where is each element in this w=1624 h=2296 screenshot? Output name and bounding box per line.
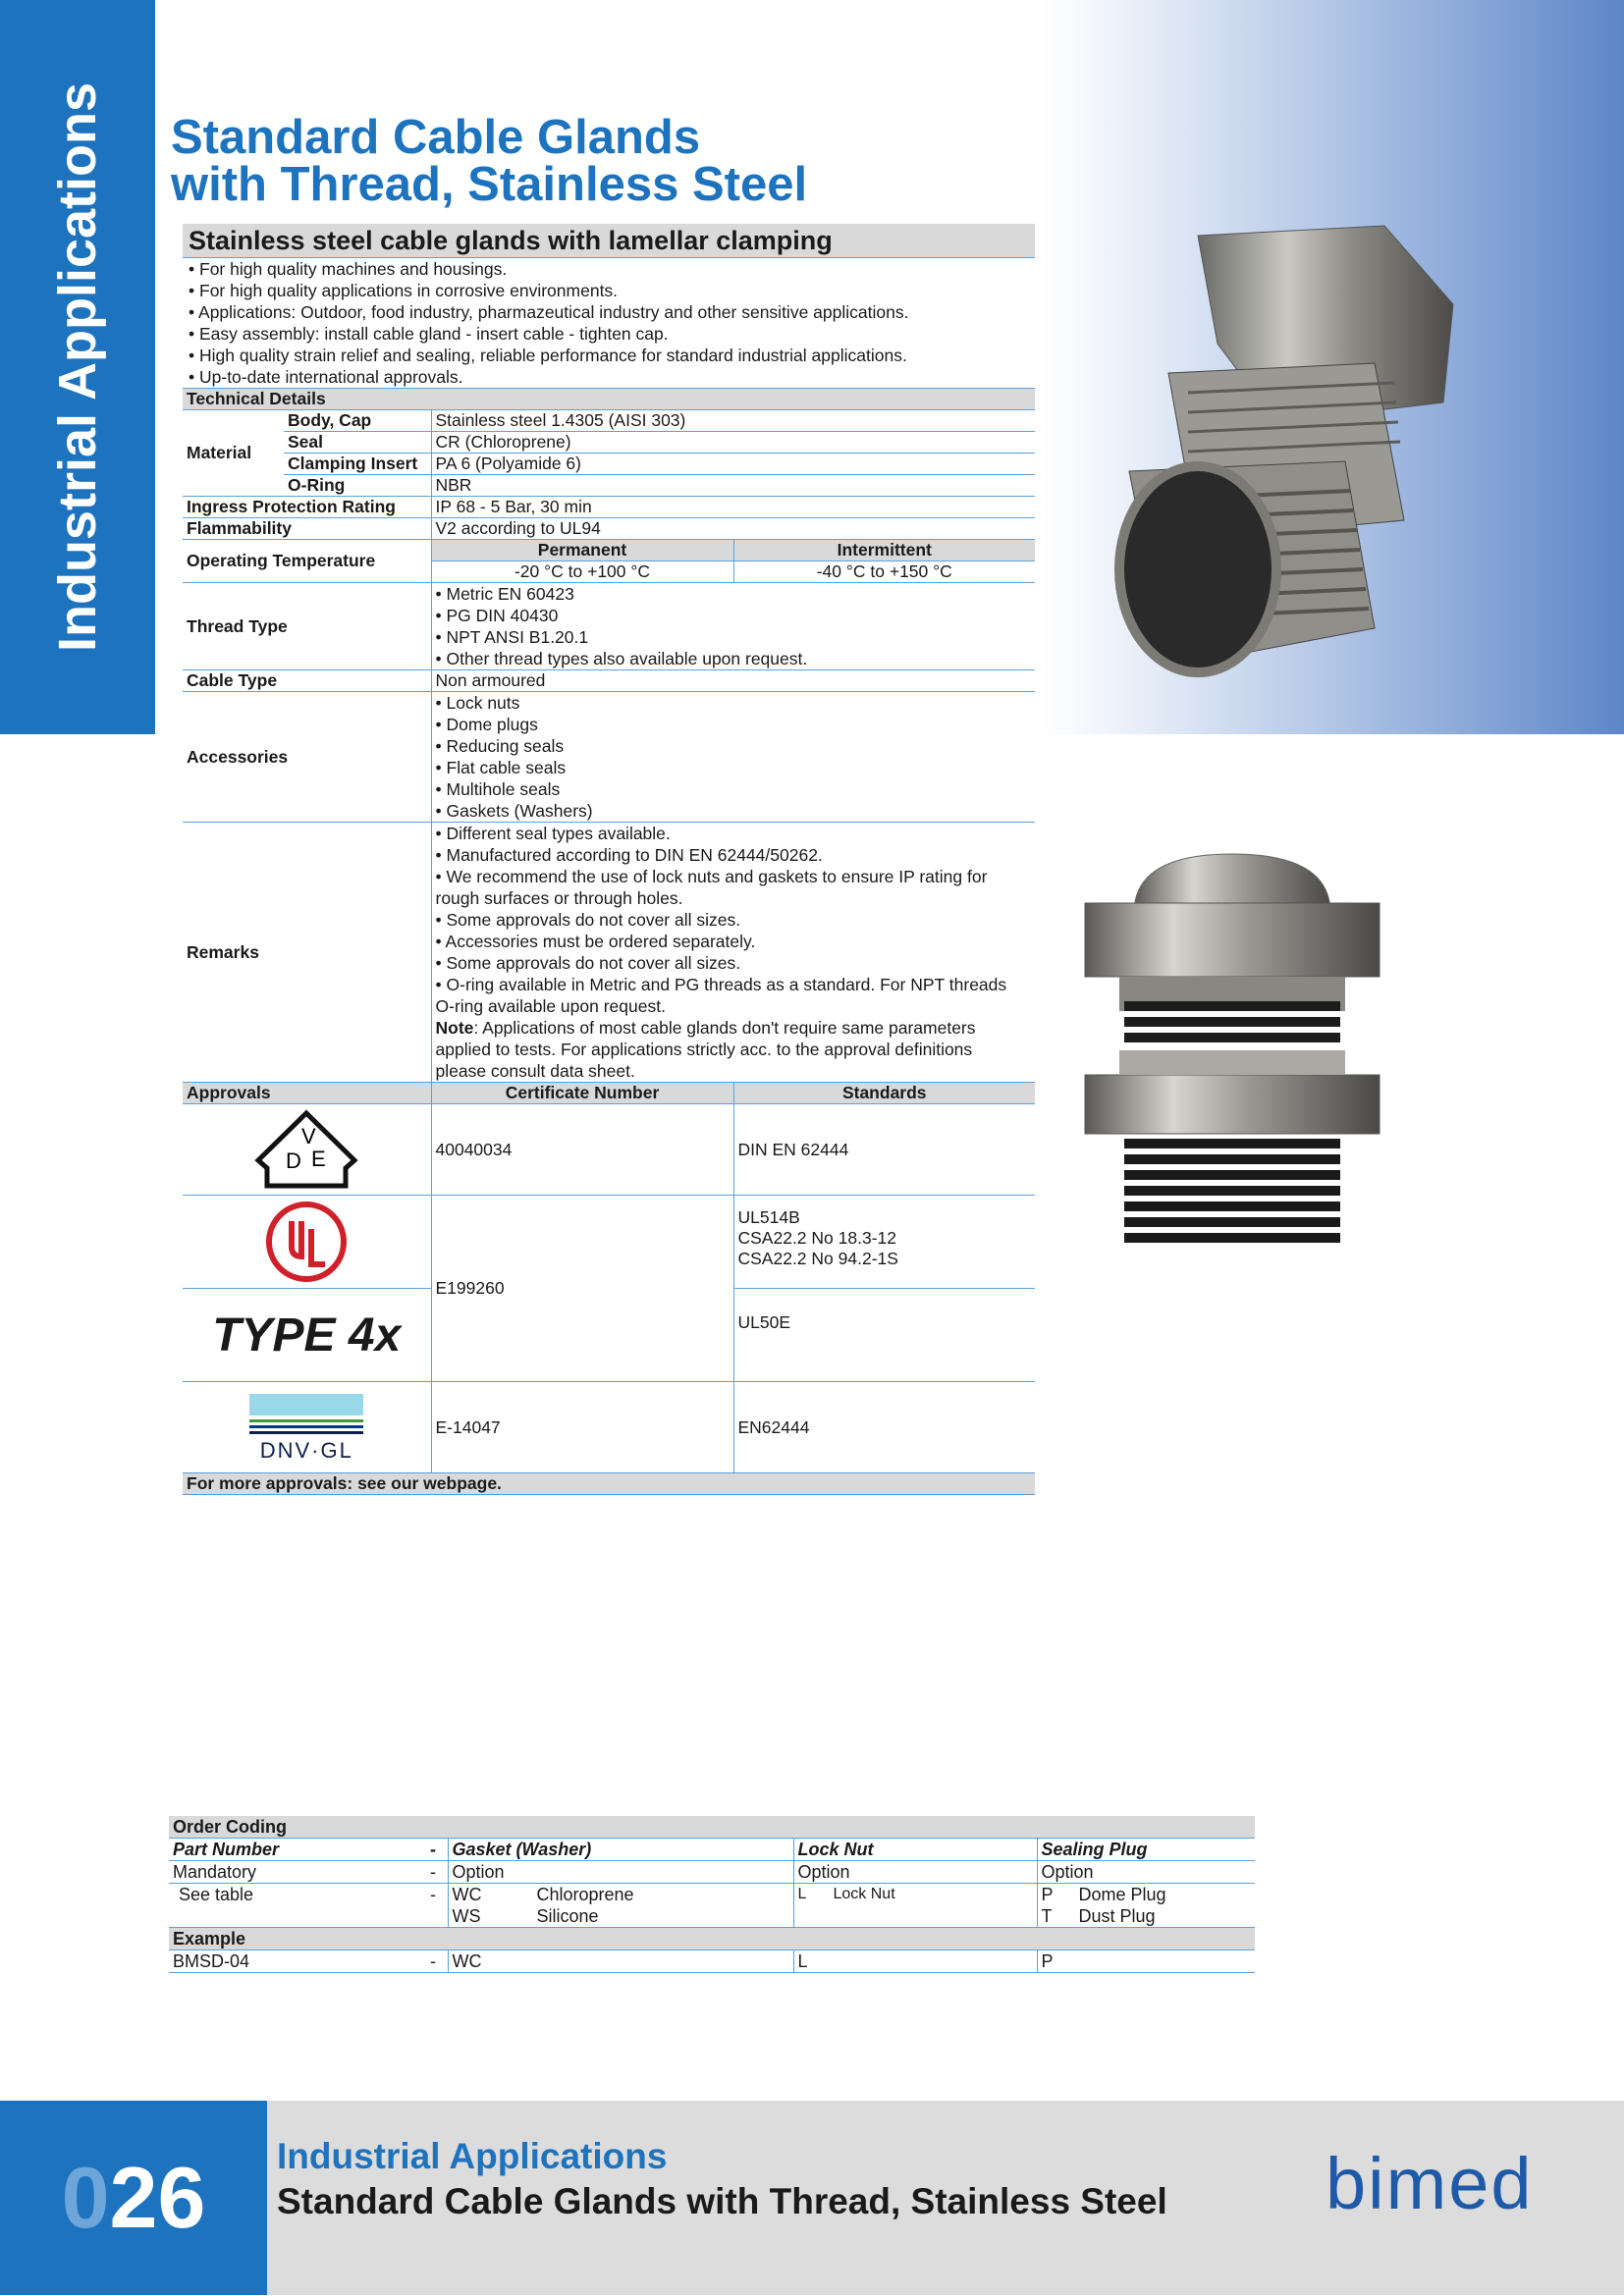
thread-label: Thread Type [183, 583, 431, 670]
remark-note [436, 1017, 1008, 1082]
plug-option: T Dust Plug [1041, 1906, 1156, 1926]
material-key: Body, Cap [284, 410, 431, 432]
order-col-plug: Sealing Plug [1037, 1839, 1255, 1861]
thread-list [436, 583, 1032, 669]
order-col-dash: - [426, 1839, 448, 1861]
spec-table [183, 224, 1035, 1495]
example-header: Example [169, 1928, 1255, 1950]
page-number [0, 2101, 267, 2295]
section-heading: Stainless steel cable glands with lamellar clamping [183, 224, 1035, 258]
type4x-logo: TYPE 4x [183, 1289, 431, 1382]
footer-title: Standard Cable Glands with Thread, Stainless Steel [277, 2181, 1167, 2221]
dnvgl-text: DNV·GL [259, 1438, 353, 1463]
order-cell: - [426, 1884, 448, 1928]
temp-permanent-label: Permanent [431, 540, 733, 561]
accessories-list [436, 692, 1032, 822]
flammability-value: V2 according to UL94 [431, 518, 1035, 540]
ul-standard: CSA22.2 No 94.2-1S [737, 1249, 898, 1268]
material-value: PA 6 (Polyamide 6) [431, 454, 1035, 475]
remark-item: • Some approvals do not cover all sizes. [436, 952, 1008, 974]
ul-certificate: E199260 [431, 1196, 733, 1382]
vde-letter-v: V [301, 1124, 316, 1148]
accessory-item: • Dome plugs [436, 714, 1032, 735]
order-cell: Option [1037, 1861, 1255, 1884]
feature-item: • For high quality machines and housings. [189, 258, 1029, 280]
note-label: Note [435, 1018, 474, 1038]
tech-details-header: Technical Details [183, 389, 1035, 410]
material-key: O-Ring [284, 475, 431, 497]
remark-item: • O-ring available in Metric and PG threads as a standard. For NPT threads O-ring available upon request. [436, 974, 1008, 1017]
flammability-label: Flammability [183, 518, 431, 540]
vde-logo [187, 1105, 427, 1194]
remark-item: • Accessories must be ordered separately. [436, 931, 1008, 952]
order-cell: - [426, 1861, 448, 1884]
title-line-2: with Thread, Stainless Steel [171, 158, 808, 211]
ul-logo [187, 1198, 427, 1286]
gasket-option: WC Chloroprene [452, 1885, 634, 1904]
order-coding-table [169, 1816, 1255, 1973]
cable-gland-side-image [1080, 844, 1384, 1266]
vde-mark-icon [252, 1109, 360, 1190]
feature-list [189, 258, 1029, 388]
order-col-locknut: Lock Nut [793, 1839, 1037, 1861]
more-approvals-note: For more approvals: see our webpage. [183, 1473, 1035, 1495]
feature-item: • Easy assembly: install cable gland - insert cable - tighten cap. [189, 323, 1029, 345]
order-col-part: Part Number [169, 1839, 426, 1861]
approvals-label: Approvals [183, 1083, 431, 1104]
ip-label: Ingress Protection Rating [183, 497, 431, 518]
ul-standard: CSA22.2 No 18.3-12 [737, 1228, 896, 1248]
example-cell: - [426, 1950, 448, 1973]
accessory-item: • Reducing seals [436, 735, 1032, 757]
page-number-value: 26 [109, 2149, 206, 2246]
thread-item: • PG DIN 40430 [436, 605, 1032, 626]
example-cell: L [793, 1950, 1037, 1973]
remarks-label: Remarks [183, 823, 431, 1083]
feature-item: • Up-to-date international approvals. [189, 366, 1029, 388]
temperature-label: Operating Temperature [183, 540, 431, 583]
type4x-standard: UL50E [733, 1289, 1035, 1382]
example-cell: WC [448, 1950, 793, 1973]
vde-certificate: 40040034 [431, 1104, 733, 1196]
accessory-item: • Gaskets (Washers) [436, 800, 1032, 822]
feature-item: • High quality strain relief and sealing, reliable performance for standard industrial applications. [189, 345, 1029, 366]
thread-item: • Metric EN 60423 [436, 583, 1032, 605]
ul-standard: UL514B [737, 1207, 800, 1227]
footer-category: Industrial Applications [277, 2136, 668, 2176]
remark-item: • Different seal types available. [436, 823, 1008, 844]
side-tab-label: Industrial Applications [48, 81, 107, 653]
material-value: CR (Chloroprene) [431, 432, 1035, 454]
cable-type-value: Non armoured [431, 670, 1035, 692]
dnvgl-certificate: E-14047 [431, 1382, 733, 1473]
remark-item: • Manufactured according to DIN EN 62444/50262. [436, 844, 1008, 866]
certificate-header: Certificate Number [431, 1083, 733, 1104]
dnvgl-standard: EN62444 [733, 1382, 1035, 1473]
side-category-tab [0, 0, 155, 734]
vde-letter-d: D [286, 1148, 302, 1173]
thread-item: • NPT ANSI B1.20.1 [436, 626, 1032, 648]
example-cell: BMSD-04 [169, 1950, 426, 1973]
plug-option: P Dome Plug [1041, 1885, 1166, 1904]
order-col-gasket: Gasket (Washer) [448, 1839, 793, 1861]
material-key: Clamping Insert [284, 454, 431, 475]
temp-intermittent-label: Intermittent [733, 540, 1035, 561]
remark-item: • Some approvals do not cover all sizes. [436, 909, 1008, 931]
ul-mark-icon [264, 1200, 349, 1284]
material-label: Material [183, 410, 284, 497]
order-coding-header: Order Coding [169, 1816, 1255, 1839]
ip-value: IP 68 - 5 Bar, 30 min [431, 497, 1035, 518]
standards-header: Standards [733, 1083, 1035, 1104]
page-title [171, 111, 808, 211]
locknut-option: L Lock Nut [797, 1886, 895, 1902]
gasket-option: WS Silicone [452, 1906, 599, 1926]
vde-standard: DIN EN 62444 [733, 1104, 1035, 1196]
dnvgl-band-icon [249, 1394, 363, 1415]
page-number-prefix: 0 [61, 2149, 110, 2246]
accessory-item: • Lock nuts [436, 692, 1032, 714]
thread-item: • Other thread types also available upon request. [436, 648, 1032, 669]
cable-type-label: Cable Type [183, 670, 431, 692]
feature-item: • Applications: Outdoor, food industry, pharmazeutical industry and other sensitive applications. [189, 301, 1029, 323]
brand-logo: bimed [1326, 2143, 1534, 2224]
spec-sheet [183, 224, 1035, 1495]
material-key: Seal [284, 432, 431, 454]
material-value: NBR [431, 475, 1035, 497]
material-value: Stainless steel 1.4305 (AISI 303) [431, 410, 1035, 432]
note-text: : Applications of most cable glands don't require same parameters applied to tests. For applications strictly acc. to the approval definitions please consult data sheet. [435, 1018, 976, 1081]
accessories-label: Accessories [183, 692, 431, 823]
order-cell: Mandatory [169, 1861, 426, 1884]
accessory-item: • Flat cable seals [436, 757, 1032, 778]
temp-intermittent-value: -40 °C to +150 °C [733, 561, 1035, 583]
order-cell: Option [448, 1861, 793, 1884]
dnvgl-logo [187, 1383, 427, 1471]
cable-gland-angled-image [1051, 216, 1483, 697]
feature-item: • For high quality applications in corrosive environments. [189, 280, 1029, 301]
temp-permanent-value: -20 °C to +100 °C [431, 561, 733, 583]
title-line-1: Standard Cable Glands [171, 111, 701, 164]
vde-letter-e: E [311, 1147, 326, 1171]
accessory-item: • Multihole seals [436, 778, 1032, 800]
order-cell: See table [169, 1884, 426, 1928]
order-cell: Option [793, 1861, 1037, 1884]
remarks-list [436, 823, 1008, 1017]
example-cell: P [1037, 1950, 1255, 1973]
remark-item: • We recommend the use of lock nuts and gaskets to ensure IP rating for rough surfaces or through holes. [436, 866, 1008, 909]
